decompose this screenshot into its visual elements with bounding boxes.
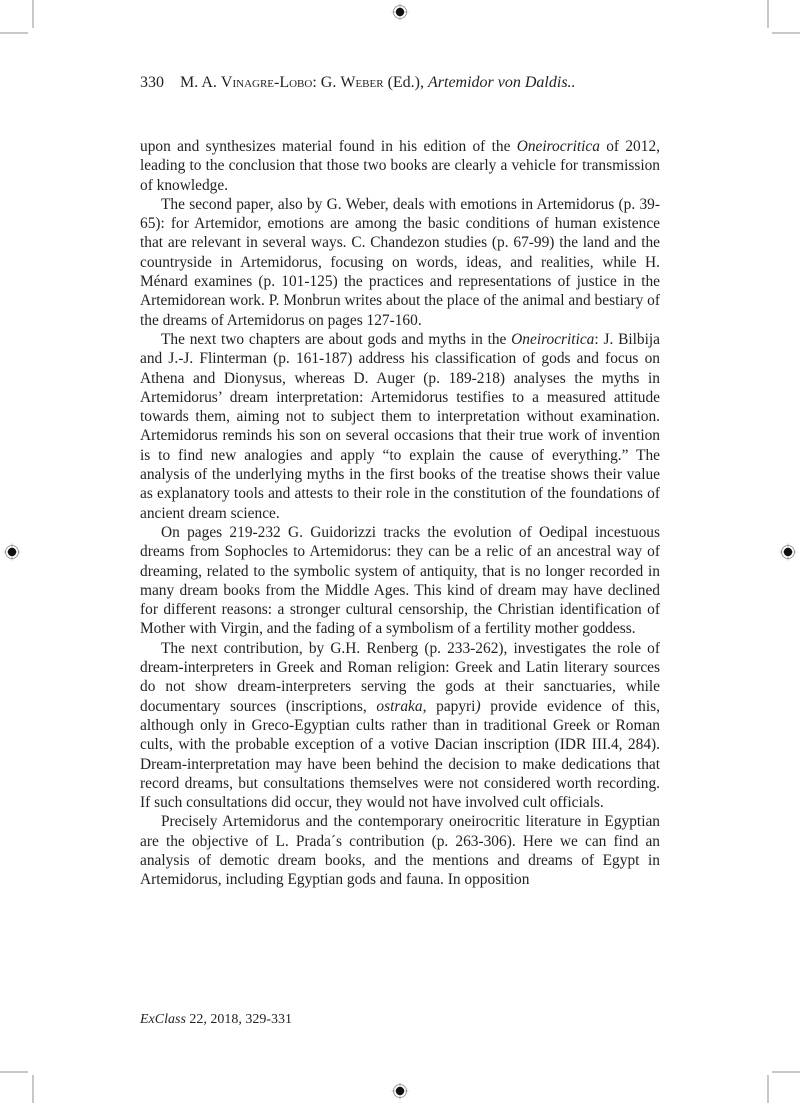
italic-text: Oneirocritica — [511, 330, 595, 348]
journal-citation: 22, 2018, 329-331 — [185, 1012, 293, 1027]
text-run: : J. Bilbija and J.-J. Flinterman (p. 161-187) address his classification of gods and focus on Athena and Dionysus, whereas D. Auger (p. 189-218) analyses the myths in Artemidorus’ dream interpretation: Artemidorus testifies to a measured attitude towards them, aiming not to subject them to interpretation without examination. Artemidorus reminds his son on several occasions that their true work of invention is to find new analogies and apply “to explain the cause of everything.” The analysis of the underlying myths in the first books of the treatise shows their value as explanatory tools and attests to their role in the constitution of the foundations of ancient dream science. — [140, 330, 660, 522]
text-run: On pages 219-232 G. Guidorizzi tracks the evolution of Oedipal incestuous dreams from Sophocles to Artemidorus: they can be a relic of an ancestral way of dreaming, related to the symbolic system of antiquity, that is no longer recorded in many dream books from the Middle Ages. This kind of dream may have declined for different reasons: a stronger cultural censorship, the Christian identification of Mother with Virgin, and the fading of a symbolism of a fertility mother goddess. — [140, 523, 660, 638]
crop-mark-bottom-left-horizontal — [0, 1071, 28, 1073]
paragraph — [140, 330, 660, 523]
editor-suffix: (Ed.), — [383, 74, 428, 91]
paragraph — [140, 195, 660, 330]
author-prefix: M. A. — [180, 74, 221, 91]
paragraph — [140, 812, 660, 889]
text-run: The next contribution, by G.H. Renberg (p. 233-262), investigates the role of dream-interpreters in Greek and Roman religion: Greek and Latin literary sources do not show dream-interpreters serving the gods at their sanctuaries, while documentary sources (inscriptions, — [140, 639, 660, 715]
page-number: 330 — [140, 74, 164, 91]
paragraph — [140, 137, 660, 195]
body-text — [140, 137, 660, 890]
paragraph — [140, 523, 660, 639]
italic-text: Oneirocritica — [516, 138, 600, 155]
crop-mark-top-right-horizontal — [772, 32, 800, 34]
crop-mark-top-left-vertical — [32, 0, 34, 28]
text-run: upon and synthesizes material found in his edition of the — [140, 138, 517, 155]
registration-target-icon — [779, 543, 797, 561]
italic-text: ostraka, — [376, 697, 427, 715]
text-run: The next two chapters are about gods and myths in the — [161, 330, 512, 348]
crop-mark-top-left-horizontal — [0, 32, 28, 34]
book-title: Artemidor von Daldis.. — [428, 74, 576, 91]
journal-name: ExClass — [140, 1012, 186, 1027]
text-run: The second paper, also by G. Weber, deals with emotions in Artemidorus (p. 39-65): for Artemidor, emotions are among the basic conditions of human existence that are relevant in several ways. C. Chandezon studies (p. 67-99) the land and the countryside in Artemidorus, focusing on words, ideas, and realities, while H. Ménard examines (p. 101-125) the practices and representations of justice in the Artemidorean work. P. Monbrun writes about the place of the animal and bestiary of the dreams of Artemidorus on pages 127-160. — [140, 195, 660, 329]
crop-mark-bottom-right-vertical — [767, 1075, 769, 1103]
crop-mark-bottom-right-horizontal — [772, 1071, 800, 1073]
registration-target-icon — [391, 1082, 409, 1100]
registration-target-icon — [391, 3, 409, 21]
author-name: Vinagre-Lobo — [220, 74, 313, 91]
paragraph — [140, 639, 660, 813]
text-run: of 2012, leading to the conclusion that those two books are clearly a vehicle for transmission of knowledge. — [140, 138, 660, 194]
registration-target-icon — [3, 543, 21, 561]
journal-footer — [140, 1011, 292, 1029]
header-separator: : G. — [312, 74, 341, 91]
running-head — [140, 73, 680, 93]
crop-mark-top-right-vertical — [767, 0, 769, 28]
text-run: provide evidence of this, although only in Greco-Egyptian cults rather than in traditional Greek or Roman cults, with the probable exception of a votive Dacian inscription (IDR III.4, 284). Dream-interpretation may have been behind the decision to make dedications that record dreams, but consultations themselves were not considered worth recording. If such consultations did occur, they would not have involved cult officials. — [140, 697, 660, 812]
crop-mark-bottom-left-vertical — [32, 1075, 34, 1103]
italic-text: ) — [475, 697, 481, 715]
text-run: papyri — [426, 697, 476, 715]
editor-name: Weber — [340, 74, 384, 91]
text-run: Precisely Artemidorus and the contemporary oneirocritic literature in Egyptian are the objective of L. Prada´s contribution (p. 263-306). Here we can find an analysis of demotic dream books, and the mentions and dreams of Egypt in Artemidorus, including Egyptian gods and fauna. In opposition — [140, 813, 660, 889]
